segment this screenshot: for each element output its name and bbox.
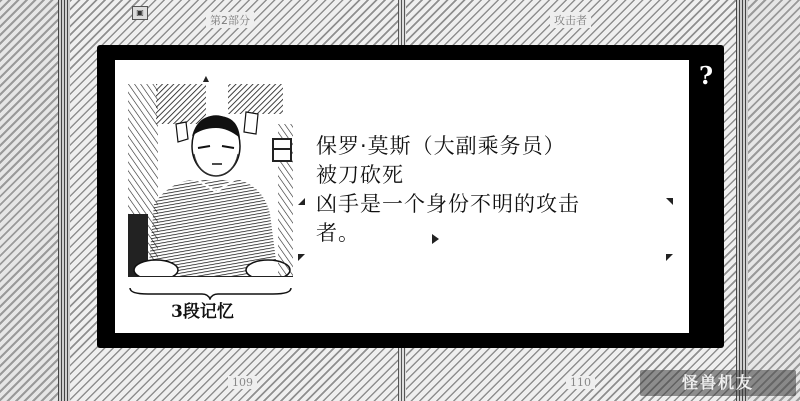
portrait-illustration (128, 84, 293, 276)
scroll-up-icon[interactable]: ▲ (202, 74, 210, 83)
text-line-3[interactable]: 凶手是一个身份不明的攻击 (316, 192, 580, 216)
text-line-2: 被刀砍死 (316, 163, 404, 187)
small-panel-icon (272, 138, 292, 162)
book-left-edge (58, 0, 70, 401)
selection-corner-icon (298, 198, 305, 205)
memory-count-label: 3段记忆 (171, 302, 234, 322)
left-page-number: 109 (228, 376, 257, 389)
book-right-edge (736, 0, 748, 401)
question-mark-icon[interactable]: ? (698, 61, 714, 90)
selection-corner-icon (666, 254, 673, 261)
right-page-number: 110 (566, 376, 595, 389)
right-page-header: 攻击者 (550, 12, 591, 28)
cursor-arrow-icon (432, 234, 439, 244)
bookmark-icon: ▣ (132, 6, 148, 20)
left-page-header: 第2部分 (206, 12, 254, 28)
text-line-4[interactable]: 者。 (316, 221, 360, 245)
text-line-1: 保罗·莫斯（大副乘务员） (316, 134, 566, 158)
selection-corner-icon (298, 254, 305, 261)
selection-corner-icon (666, 198, 673, 205)
portrait-brace (128, 286, 293, 300)
character-portrait[interactable] (128, 84, 293, 277)
watermark: 怪兽机友 (640, 370, 796, 396)
memory-description (316, 132, 676, 248)
